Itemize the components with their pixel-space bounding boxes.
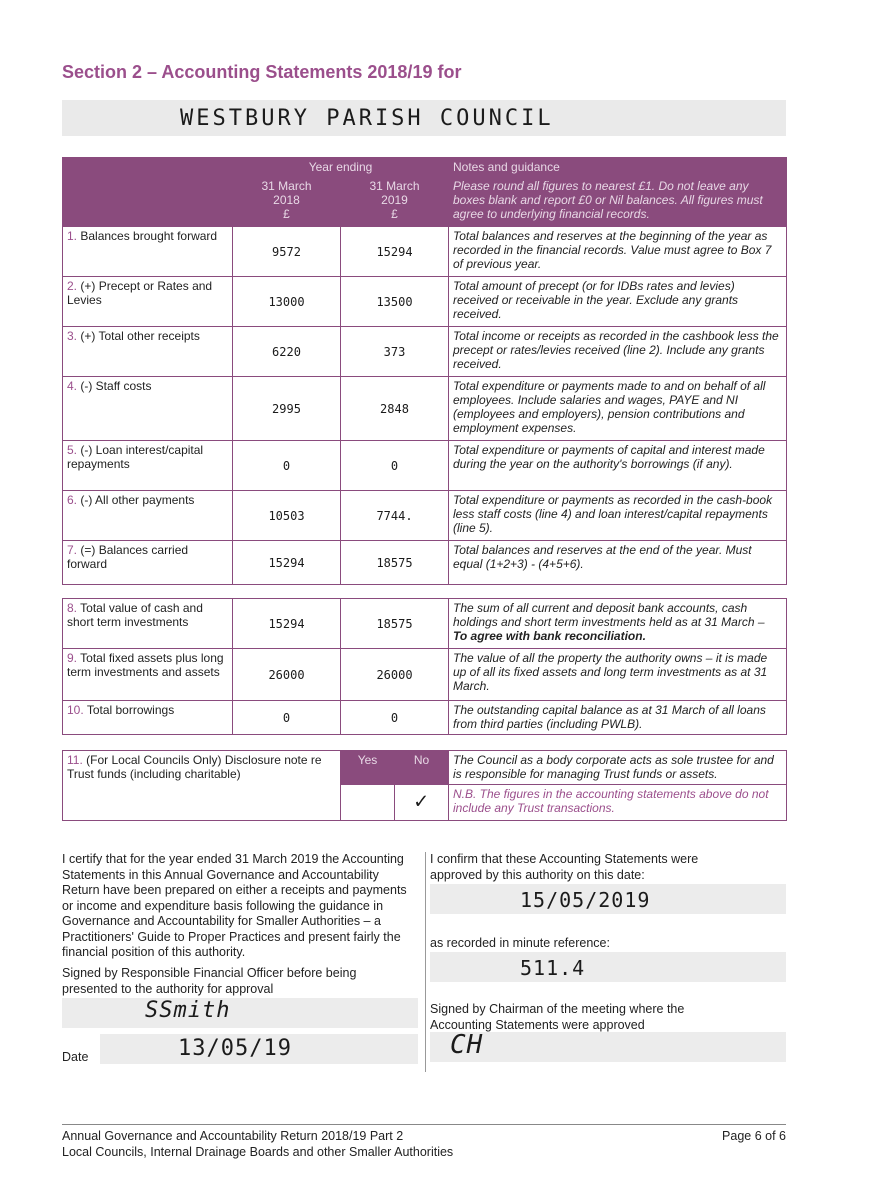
footer-line2: Local Councils, Internal Drainage Boards and other Smaller Authorities [62,1145,454,1159]
header-col-2019 [341,177,449,227]
row-note: Total balances and reserves at the beginning of the year as recorded in the financial records. Value must agree to Box 7 of previous year. [449,227,787,277]
row-label-cell [63,541,233,585]
row-note: Total income or receipts as recorded in the cashbook less the precept or rates/levies received (line 2). Include any grants received. [449,327,787,377]
row-label: Total fixed assets plus long term investments and assets [67,651,224,679]
footer-line1: Annual Governance and Accountability Return 2018/19 Part 2 [62,1129,404,1143]
page-number: Page 6 of 6 [722,1129,786,1143]
header-2018-line3: £ [283,207,290,221]
balance-row [63,701,787,735]
row-label: (+) Total other receipts [80,329,200,343]
cert-divider [425,852,426,1072]
value-2018[interactable]: 10503 [233,491,341,541]
balance-row [63,599,787,649]
statement-row [63,377,787,441]
statement-row [63,277,787,327]
value-2018[interactable]: 26000 [233,649,341,701]
value-2019[interactable]: 7744. [341,491,449,541]
row-label-cell [63,327,233,377]
row-label-cell [63,377,233,441]
trust-table [62,750,787,821]
trust-note1: The Council as a body corporate acts as sole trustee for and is responsible for managing Trust funds or assets. [449,751,787,785]
row-number: 10. [67,703,84,717]
row-note-text: The outstanding capital balance as at 31 March of all loans from third parties (including PWLB). [453,703,766,731]
value-2019[interactable]: 18575 [341,599,449,649]
value-2019[interactable]: 26000 [341,649,449,701]
row-label-cell [63,227,233,277]
trust-yes-box[interactable] [341,785,395,821]
row-note-bold: To agree with bank reconciliation. [453,629,646,643]
approval-date-value: 15/05/2019 [520,888,651,912]
balance-row [63,649,787,701]
trust-note2: N.B. The figures in the accounting statements above do not include any Trust transactions. [449,785,787,821]
trust-label-cell [63,751,341,821]
row-number: 2. [67,279,78,293]
value-2018[interactable]: 0 [233,701,341,735]
row-note [449,649,787,701]
header-2019-line1: 31 March [369,179,420,193]
rfo-date-value: 13/05/19 [178,1036,292,1061]
rfo-signature: SSmith [145,998,231,1023]
row-note: Total expenditure or payments as recorded in the cash-book less staff costs (line 4) and loan interest/capital repayments (line 5). [449,491,787,541]
header-2018-line1: 31 March [261,179,312,193]
row-label-cell [63,491,233,541]
date-label: Date [62,1050,89,1064]
row-label: (-) Staff costs [80,379,152,393]
row-note: Total expenditure or payments made to and on behalf of all employees. Include salaries and wages, PAYE and NI (employees and employers), pension contributions and employment expenses. [449,377,787,441]
row-label-cell [63,599,233,649]
minute-label: as recorded in minute reference: [430,936,610,950]
row-number: 3. [67,329,78,343]
row-note [449,701,787,735]
row-note-text: The value of all the property the authority owns – it is made up of all its fixed assets and long term investments as at 31 March. [453,651,768,693]
value-2019[interactable]: 0 [341,441,449,491]
header-2019-line2: 2019 [381,193,408,207]
row-label: (-) Loan interest/capital repayments [67,443,204,471]
chairman-signed-label: Signed by Chairman of the meeting where the Accounting Statements were approved [430,1002,685,1032]
row-note: Total expenditure or payments of capital and interest made during the year on the authority's borrowings (if any). [449,441,787,491]
value-2019[interactable]: 373 [341,327,449,377]
row-label: (+) Precept or Rates and Levies [67,279,213,307]
row-note [449,599,787,649]
statement-row [63,491,787,541]
chairman-signature: CH [450,1030,484,1060]
header-2019-line3: £ [391,207,398,221]
row-label: Total borrowings [86,703,175,717]
row-note: Total amount of precept (or for IDBs rates and levies) received or receivable in the year. Exclude any grants received. [449,277,787,327]
rfo-signature-field[interactable] [62,998,418,1028]
row-label-cell [63,701,233,735]
value-2019[interactable]: 13500 [341,277,449,327]
row-label: (=) Balances carried forward [67,543,189,571]
statement-row [63,327,787,377]
row-number: 1. [67,229,78,243]
value-2019[interactable]: 0 [341,701,449,735]
header-year-ending: Year ending [233,158,449,177]
footer-rule [62,1124,786,1125]
row-label-cell [63,277,233,327]
value-2018[interactable]: 6220 [233,327,341,377]
chairman-signature-field[interactable] [430,1032,786,1062]
header-blank [63,158,233,227]
rfo-signed-label: Signed by Responsible Financial Officer before being presented to the authority for approval [62,966,357,996]
row-note: Total balances and reserves at the end of the year. Must equal (1+2+3) - (4+5+6). [449,541,787,585]
rfo-certification-text: I certify that for the year ended 31 March 2019 the Accounting Statements in this Annual Governance and Accountability Return have been prepared on either a receipts and payments or income and expenditure basis following the guidance in Governance and Accountability for Smaller Authorities – a Practitioners' Guide to Proper Practices and present fairly the financial position of this authority. [62,852,407,959]
trust-num: 11. [67,753,83,767]
row-number: 7. [67,543,78,557]
value-2019[interactable]: 15294 [341,227,449,277]
row-label-cell [63,649,233,701]
row-number: 9. [67,651,78,665]
approval-text: I confirm that these Accounting Statements were approved by this authority on this date: [430,852,699,882]
header-2018-line2: 2018 [273,193,300,207]
value-2018[interactable]: 15294 [233,599,341,649]
statement-row [63,441,787,491]
row-label: Total value of cash and short term investments [67,601,203,629]
trust-no-header: No [395,751,449,785]
header-col-2018 [233,177,341,227]
row-label-cell [63,441,233,491]
header-notes-title: Notes and guidance [449,158,787,177]
minute-reference-value: 511.4 [520,956,586,980]
page-title: Section 2 – Accounting Statements 2018/19 for [62,62,462,82]
statement-row [63,227,787,277]
row-label: Balances brought forward [80,229,218,243]
council-name-handwritten: WESTBURY PARISH COUNCIL [180,106,554,131]
row-number: 4. [67,379,78,393]
trust-no-box[interactable] [395,785,449,821]
row-note-text: The sum of all current and deposit bank accounts, cash holdings and short term investments held as at 31 March – [453,601,765,629]
tick-icon: ✓ [414,788,429,814]
minute-reference-field[interactable] [430,952,786,982]
row-number: 6. [67,493,78,507]
value-2019[interactable]: 18575 [341,541,449,585]
row-number: 5. [67,443,78,457]
trust-label: (For Local Councils Only) Disclosure note re Trust funds (including charitable) [67,753,322,781]
value-2018[interactable]: 2995 [233,377,341,441]
row-number: 8. [67,601,78,615]
statement-row [63,541,787,585]
balances-table [62,598,787,735]
accounting-statements-table [62,157,787,585]
value-2019[interactable]: 2848 [341,377,449,441]
row-label: (-) All other payments [80,493,195,507]
footer-text [62,1128,453,1160]
value-2018[interactable]: 13000 [233,277,341,327]
header-notes-text: Please round all figures to nearest £1. Do not leave any boxes blank and report £0 or Nil balances. All figures must agree to underlying financial records. [449,177,787,227]
value-2018[interactable]: 0 [233,441,341,491]
trust-yes-header: Yes [341,751,395,785]
value-2018[interactable]: 9572 [233,227,341,277]
value-2018[interactable]: 15294 [233,541,341,585]
